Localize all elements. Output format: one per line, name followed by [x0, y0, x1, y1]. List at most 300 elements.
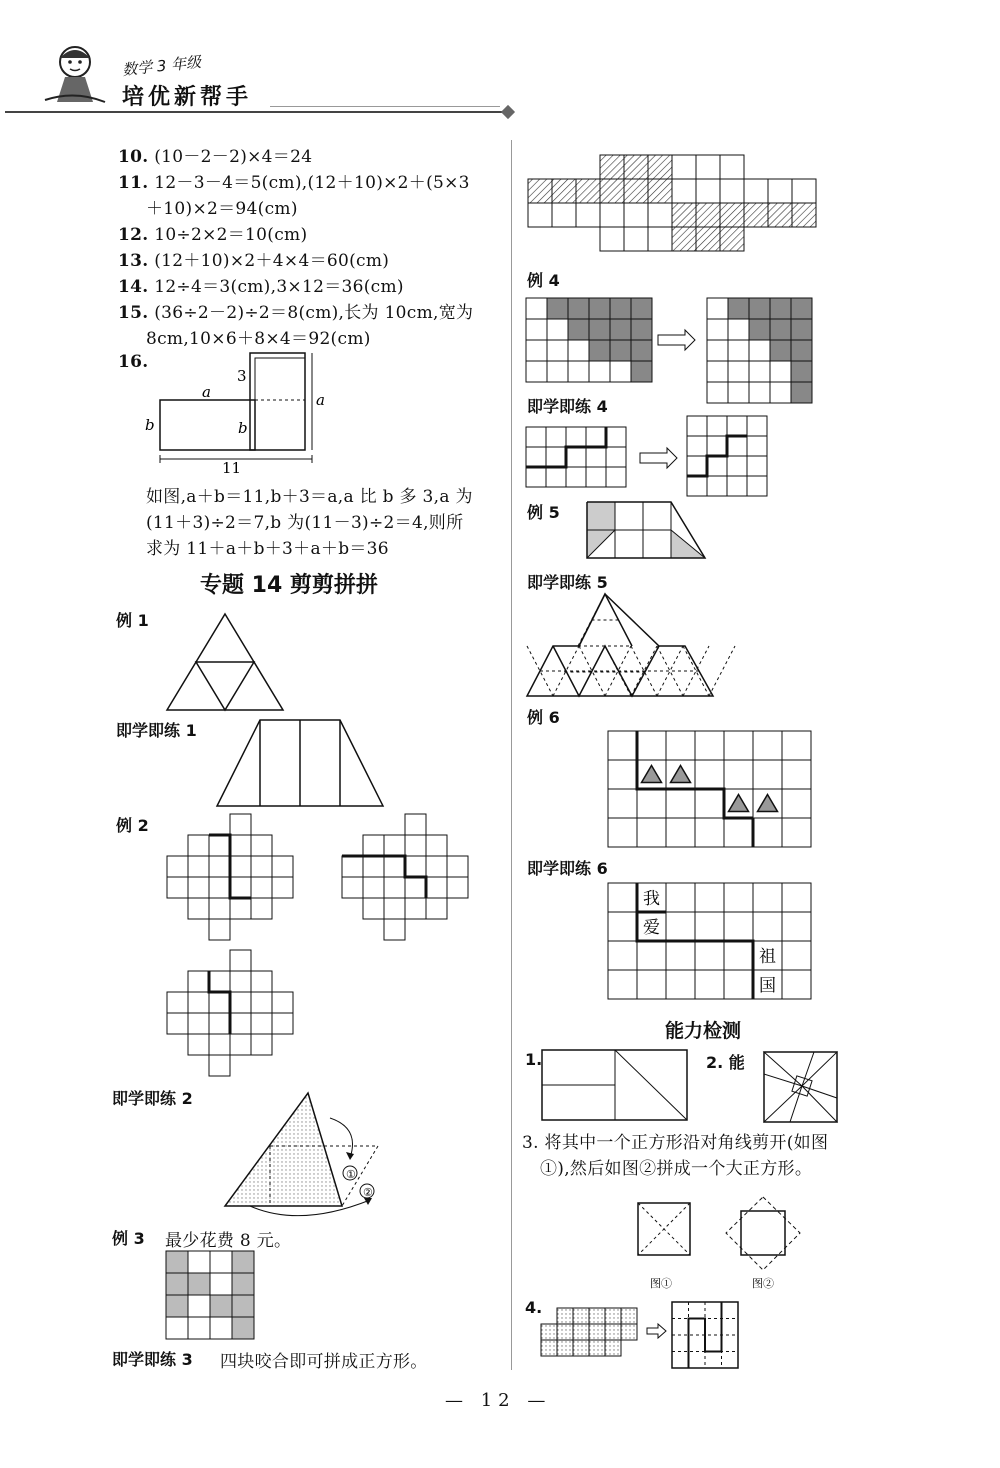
grid-cell [608, 912, 637, 941]
grid-cell [526, 298, 547, 319]
grid-cell [728, 319, 749, 340]
grid-cell [624, 203, 648, 227]
grid-cell [749, 340, 770, 361]
grid-cell [384, 919, 405, 940]
grid-cell [782, 760, 811, 789]
grid-cell [210, 1295, 232, 1317]
grid-cell [251, 877, 272, 898]
grid-cell [695, 760, 724, 789]
grid-cell [251, 1013, 272, 1034]
grid-cell [782, 941, 811, 970]
grid-cell [695, 789, 724, 818]
answer-line: ＋10)×2＝94(cm) [146, 199, 298, 219]
grid-cell [770, 361, 791, 382]
prac2-label: 即学即练 2 [112, 1089, 193, 1108]
grid-cell [605, 1308, 621, 1324]
answer-line: 13. (12＋10)×2＋4×4＝60(cm) [118, 251, 390, 271]
grid-cell [791, 298, 812, 319]
grid-cell [552, 179, 576, 203]
grid-cell [696, 227, 720, 251]
grid-cell [363, 877, 384, 898]
grid-cell [631, 361, 652, 382]
grid-cell [648, 227, 672, 251]
grid-cell [727, 456, 747, 476]
grid-cell [600, 155, 624, 179]
answer-line: 11. 12－3－4＝5(cm),(12＋10)×2＋(5×3 [118, 173, 470, 193]
grid-cell [608, 789, 637, 818]
grid-cell [724, 970, 753, 999]
prac5-label: 即学即练 5 [527, 573, 608, 592]
grid-cell [792, 179, 816, 203]
ex6-label: 例 6 [527, 708, 560, 727]
grid-cell [753, 818, 782, 847]
grid-cell [526, 427, 546, 447]
grid-cell [188, 1034, 209, 1055]
grid-cell [770, 340, 791, 361]
grid-cell [209, 1055, 230, 1076]
grid-cell [707, 456, 727, 476]
grid-cell [576, 203, 600, 227]
grid-cell [724, 941, 753, 970]
q16-text: 如图,a＋b＝11,b＋3＝a,a 比 b 多 3,a 为 [146, 487, 473, 507]
grid-cell [672, 227, 696, 251]
grid-cell [167, 992, 188, 1013]
grid-cell [631, 298, 652, 319]
grid-cell [696, 155, 720, 179]
grid-cell [695, 941, 724, 970]
grid-cell [342, 877, 363, 898]
grid-cell [724, 760, 753, 789]
grid-cell [528, 179, 552, 203]
q16-label-3: 3 [237, 367, 247, 385]
grid-cell [526, 467, 546, 487]
grid-cell [608, 941, 637, 970]
section-title: 专题 14 剪剪拼拼 [200, 573, 378, 598]
grid-cell [768, 179, 792, 203]
grid-cell [526, 361, 547, 382]
grid-char: 祖 [759, 947, 776, 967]
grid-cell [782, 789, 811, 818]
grid-cell [707, 361, 728, 382]
grid-cell [526, 340, 547, 361]
grid-cell [426, 877, 447, 898]
grid-cell [566, 467, 586, 487]
top-net-figure [528, 155, 823, 255]
grid-cell [707, 382, 728, 403]
grid-cell [600, 179, 624, 203]
grid-cell [589, 1324, 605, 1340]
grid-cell [166, 1317, 188, 1339]
grid-cell [687, 416, 707, 436]
grid-cell [621, 1324, 637, 1340]
grid-cell [188, 856, 209, 877]
grid-cell [586, 447, 606, 467]
grid-cell [547, 340, 568, 361]
grid-cell [568, 319, 589, 340]
grid-cell [541, 1340, 557, 1356]
q2-label: 2. 能 [706, 1053, 745, 1072]
grid-cell [728, 361, 749, 382]
grid-cell [209, 1034, 230, 1055]
grid-cell [744, 203, 768, 227]
grid-cell [672, 203, 696, 227]
grid-cell [624, 179, 648, 203]
header-rule-thin [270, 106, 500, 107]
q16-label-b: b [145, 416, 155, 434]
grid-cell [695, 731, 724, 760]
ex4-label: 例 4 [527, 271, 560, 290]
grid-cell [568, 361, 589, 382]
grid-cell [589, 1340, 605, 1356]
grid-cell [209, 971, 230, 992]
grid-cell [610, 340, 631, 361]
grid-cell [749, 298, 770, 319]
grid-cell [720, 179, 744, 203]
prac3-label: 即学即练 3 [112, 1350, 193, 1369]
ex6-figure [607, 730, 817, 852]
grid-cell [209, 919, 230, 940]
grid-cell [672, 179, 696, 203]
grid-cell [608, 760, 637, 789]
grid-cell [637, 731, 666, 760]
grid-cell [747, 416, 767, 436]
grid-cell [230, 835, 251, 856]
grid-cell [230, 877, 251, 898]
grid-cell [637, 941, 666, 970]
prac5-figure [525, 592, 715, 698]
grid-cell [637, 970, 666, 999]
grid-cell [624, 155, 648, 179]
grid-cell [230, 1034, 251, 1055]
grid-cell [782, 731, 811, 760]
grid-cell [209, 835, 230, 856]
grid-cell [791, 340, 812, 361]
grid-cell [566, 447, 586, 467]
grid-cell [166, 1273, 188, 1295]
fig-caption-1: 图① [650, 1277, 672, 1290]
grid-cell [605, 1340, 621, 1356]
grid-cell [230, 971, 251, 992]
grid-cell [528, 203, 552, 227]
grid-cell [426, 898, 447, 919]
grid-cell [230, 814, 251, 835]
header-subtitle: 数学 3 年级 [121, 52, 202, 80]
grid-cell [753, 731, 782, 760]
grid-cell [557, 1324, 573, 1340]
grid-cell [526, 319, 547, 340]
q3-figure [630, 1195, 810, 1295]
outline [527, 594, 713, 696]
grid-cell [727, 476, 747, 496]
grid-cell [753, 883, 782, 912]
grid-cell [546, 447, 566, 467]
grid-cell [687, 476, 707, 496]
grid-cell [724, 883, 753, 912]
grid-cell [610, 319, 631, 340]
grid-cell [272, 1013, 293, 1034]
page-number: — 12 — [445, 1390, 552, 1411]
dash-line [709, 646, 735, 696]
grid-cell [707, 298, 728, 319]
q16-label-11: 11 [222, 459, 242, 477]
prac3-text: 四块咬合即可拼成正方形。 [220, 1352, 428, 1372]
grid-cell [728, 340, 749, 361]
grid-cell [610, 298, 631, 319]
grid-cell [272, 992, 293, 1013]
ex3-label: 例 3 [112, 1229, 145, 1248]
grid-cell [210, 1273, 232, 1295]
grid-cell [251, 992, 272, 1013]
q16-text: (11＋3)÷2＝7,b 为(11－3)÷2＝4,则所 [146, 513, 464, 533]
grid-cell [547, 319, 568, 340]
grid-cell [687, 436, 707, 456]
circled-1: ① [346, 1168, 356, 1181]
grid-cell [188, 1295, 210, 1317]
grid-cell [568, 298, 589, 319]
grid-cell [210, 1317, 232, 1339]
grid-cell [666, 941, 695, 970]
grid-cell [188, 1013, 209, 1034]
grid-cell [230, 898, 251, 919]
grid-cell [695, 912, 724, 941]
grid-cell [209, 898, 230, 919]
grid-cell [447, 877, 468, 898]
grid-cell [188, 992, 209, 1013]
grid-cell [791, 382, 812, 403]
grid-cell [576, 179, 600, 203]
grid-cell [770, 319, 791, 340]
arrow-icon [647, 1324, 666, 1338]
grid-cell [384, 898, 405, 919]
q3-text: ①),然后如图②拼成一个大正方形。 [540, 1159, 813, 1179]
grid-cell [695, 818, 724, 847]
grid-cell [608, 731, 637, 760]
q2-figure [762, 1050, 840, 1125]
grid-cell [188, 835, 209, 856]
ability-title: 能力检测 [665, 1020, 742, 1042]
grid-char: 我 [643, 889, 660, 909]
ex2-figure-b [340, 812, 470, 942]
prac6-label: 即学即练 6 [527, 859, 608, 878]
grid-cell [405, 877, 426, 898]
grid-cell [782, 883, 811, 912]
mascot-icon [35, 40, 115, 115]
grid-cell [447, 856, 468, 877]
header-title: 培优新帮手 [122, 85, 253, 110]
grid-cell [589, 361, 610, 382]
grid-cell [342, 856, 363, 877]
grid-cell [792, 203, 816, 227]
column-divider [511, 140, 512, 1370]
grid-cell [666, 970, 695, 999]
grid-cell [621, 1308, 637, 1324]
grid-cell [405, 898, 426, 919]
grid-cell [546, 427, 566, 447]
grid-cell [624, 227, 648, 251]
grid-cell [606, 447, 626, 467]
grid-cell [696, 203, 720, 227]
grid-cell [720, 227, 744, 251]
grid-cell [589, 298, 610, 319]
grid-cell [573, 1324, 589, 1340]
grid-cell [209, 856, 230, 877]
grid-cell [568, 340, 589, 361]
grid-cell [230, 950, 251, 971]
grid-cell [747, 436, 767, 456]
grid-cell [188, 1317, 210, 1339]
grid-char: 国 [759, 976, 776, 996]
q16-text: 求为 11＋a＋b＋3＋a＋b＝36 [146, 539, 389, 559]
grid-cell [608, 883, 637, 912]
grid-cell [791, 361, 812, 382]
grid-cell [744, 179, 768, 203]
grid-cell [188, 971, 209, 992]
grid-cell [606, 467, 626, 487]
grid-cell [557, 1308, 573, 1324]
answer-line: 8cm,10×6＋8×4＝92(cm) [146, 329, 371, 349]
grid-cell [791, 319, 812, 340]
grid-cell [589, 1308, 605, 1324]
grid-cell [695, 883, 724, 912]
grid-cell [672, 155, 696, 179]
grid-cell [210, 1251, 232, 1273]
grid-cell [631, 319, 652, 340]
grid-cell [724, 912, 753, 941]
grid-cell [405, 856, 426, 877]
q16-label-b2: b [238, 419, 248, 437]
grid-cell [251, 898, 272, 919]
grid-cell [727, 416, 747, 436]
grid-cell [573, 1308, 589, 1324]
grid-cell [251, 856, 272, 877]
grid-cell [707, 319, 728, 340]
grid-cell [272, 877, 293, 898]
grid-cell [637, 818, 666, 847]
arrow-icon [640, 448, 677, 468]
grid-cell [167, 856, 188, 877]
grid-cell [405, 835, 426, 856]
grid-cell [384, 835, 405, 856]
grid-cell [188, 877, 209, 898]
arrow-icon [658, 330, 695, 350]
grid-cell [188, 1251, 210, 1273]
grid-cell [728, 298, 749, 319]
grid-cell [747, 476, 767, 496]
ex3-text: 最少花费 8 元。 [165, 1231, 292, 1251]
grid-cell [768, 203, 792, 227]
grid-cell [552, 203, 576, 227]
grid-cell [631, 340, 652, 361]
grid-cell [749, 382, 770, 403]
grid-cell [230, 856, 251, 877]
ex4-figure [525, 297, 825, 392]
prac4-figure [525, 415, 775, 500]
grid-cell [546, 467, 566, 487]
grid-cell [770, 382, 791, 403]
grid-cell [167, 1013, 188, 1034]
grid-cell [573, 1340, 589, 1356]
ex1-label: 例 1 [116, 611, 149, 630]
grid-cell [606, 427, 626, 447]
grid-cell [707, 340, 728, 361]
grid-cell [648, 203, 672, 227]
grid-cell [747, 456, 767, 476]
grid-cell [188, 898, 209, 919]
ex2-figure-c [165, 948, 295, 1078]
grid-cell [230, 1013, 251, 1034]
grid-cell [426, 856, 447, 877]
grid-cell [251, 1034, 272, 1055]
q16-label-a: a [202, 383, 211, 401]
q1-label: 1. [525, 1050, 543, 1069]
grid-cell [666, 883, 695, 912]
grid-cell [696, 179, 720, 203]
prac2-figure [220, 1088, 390, 1213]
grid-cell [724, 731, 753, 760]
grid-cell [608, 818, 637, 847]
grid-cell [707, 436, 727, 456]
ex5-label: 例 5 [527, 503, 560, 522]
grid-cell [749, 361, 770, 382]
grid-cell [608, 970, 637, 999]
q4-label: 4. [525, 1298, 543, 1317]
grid-cell [251, 835, 272, 856]
grid-cell [384, 877, 405, 898]
grid-cell [541, 1324, 557, 1340]
grid-cell [232, 1295, 254, 1317]
q3-text: 3. 将其中一个正方形沿对角线剪开(如图 [522, 1133, 829, 1153]
q16-number: 16. [118, 352, 149, 372]
grid-cell [405, 814, 426, 835]
grid-cell [707, 476, 727, 496]
grid-cell [547, 298, 568, 319]
prac4-label: 即学即练 4 [527, 397, 608, 416]
q1-figure [540, 1048, 690, 1123]
answer-line: 15. (36÷2－2)÷2＝8(cm),长为 10cm,宽为 [118, 303, 474, 323]
grid-cell [687, 456, 707, 476]
grid-cell [209, 877, 230, 898]
grid-cell [753, 760, 782, 789]
grid-cell [363, 835, 384, 856]
grid-cell [610, 361, 631, 382]
fig-caption-2: 图② [752, 1277, 774, 1290]
grid-cell [566, 427, 586, 447]
answer-line: 14. 12÷4＝3(cm),3×12＝36(cm) [118, 277, 404, 297]
grid-cell [557, 1340, 573, 1356]
grid-cell [188, 1273, 210, 1295]
grid-cell [749, 319, 770, 340]
q4-figure [540, 1300, 745, 1370]
grid-cell [166, 1295, 188, 1317]
grid-cell [648, 179, 672, 203]
grid-cell [770, 298, 791, 319]
grid-cell [724, 818, 753, 847]
grid-cell [384, 856, 405, 877]
grid-cell [666, 818, 695, 847]
grid-cell [426, 835, 447, 856]
grid-cell [707, 416, 727, 436]
grid-cell [589, 340, 610, 361]
grid-cell [648, 155, 672, 179]
grid-cell [230, 992, 251, 1013]
prac1-figure [215, 718, 385, 808]
grid-cell [728, 382, 749, 403]
ex2-figure-a [165, 812, 295, 942]
grid-cell [209, 1013, 230, 1034]
grid-cell [586, 427, 606, 447]
grid-cell [600, 203, 624, 227]
grid-cell [363, 856, 384, 877]
